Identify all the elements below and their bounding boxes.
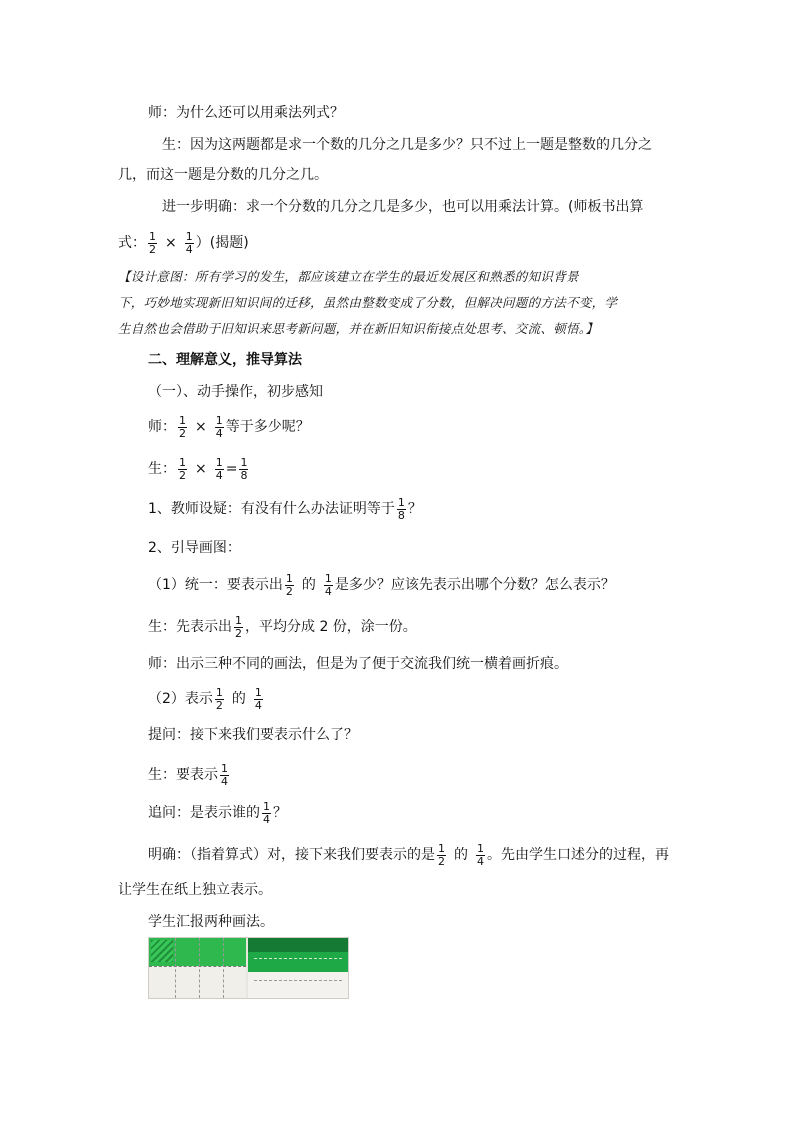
follow-quarter-num: 1 — [263, 799, 270, 813]
teacher-show-line: 师：出示三种不同的画法，但是为了便于交流我们统一横着画折痕。 — [148, 656, 568, 672]
formula-prefix: 式： — [118, 235, 146, 251]
step1-half-num: 1 — [285, 571, 293, 585]
sa-times: × — [195, 461, 207, 477]
tq-quarter-den: 4 — [215, 426, 223, 440]
tq-prefix: 师： — [148, 419, 176, 435]
sa-fraction-result — [239, 457, 248, 482]
step1-quarter-num: 1 — [324, 571, 332, 585]
rep-quarter-den: 4 — [221, 774, 228, 788]
paper-left-hatch — [151, 940, 173, 962]
follow-question-line — [148, 798, 287, 828]
follow-quarter — [262, 801, 271, 826]
formula-line — [118, 228, 249, 258]
teacher-doubt-line — [148, 494, 422, 524]
sa-half-num: 1 — [179, 455, 186, 469]
fold-line-horizontal — [149, 966, 246, 967]
tq-times: × — [195, 419, 207, 435]
sa-fraction-quarter — [215, 457, 224, 482]
step1-quarter — [324, 573, 333, 598]
design-note-line-3: 生自然也会借助于旧知识来思考新问题，并在新旧知识衔接点处思考、交流、顿悟。】 — [118, 321, 599, 336]
tq-fraction-quarter — [215, 415, 224, 440]
tq-suffix: 等于多少呢？ — [225, 419, 310, 435]
step2-quarter — [254, 687, 263, 712]
step2-line — [148, 684, 265, 714]
section-heading: 二、理解意义，推导算法 — [148, 352, 302, 368]
student-answer-line: 生：因为这两题都是求一个数的几分之几是多少？只不过上一题是整数的几分之 — [162, 137, 652, 153]
fold-line-right-1 — [254, 958, 342, 959]
sa-half-den: 2 — [179, 468, 186, 482]
fraction-a-num: 1 — [149, 229, 156, 243]
step1-ans-prefix: 生：先表示出 — [148, 619, 232, 635]
design-note-line-1: 【设计意图：所有学习的发生，都应该建立在学生的最近发展区和熟悉的知识背景 — [118, 269, 579, 284]
fold-line-3 — [223, 938, 224, 998]
rep-quarter — [220, 763, 229, 788]
clarify-prefix: 明确：（指着算式）对，接下来我们要表示的是 — [148, 847, 435, 863]
clarify-mid: 的 — [454, 847, 468, 863]
q1-suffix: ？ — [407, 501, 422, 517]
step2-quarter-num: 1 — [254, 685, 262, 699]
fraction-a — [148, 231, 157, 256]
student-answer-line-cont: 几，而这一题是分数的几分之几。 — [118, 167, 328, 183]
ask-line: 提问：接下来我们要表示什么了？ — [148, 727, 358, 743]
sa-quarter-den: 4 — [215, 468, 223, 482]
fold-line-2 — [199, 938, 200, 998]
paper-right-dark — [248, 938, 348, 952]
step1-half-den: 2 — [285, 584, 293, 598]
step1-ans-suffix: ，平均分成 2 份，涂一份。 — [245, 619, 417, 635]
sa-fraction-half — [178, 457, 187, 482]
follow-prefix: 追问：是表示谁的 — [148, 805, 260, 821]
rep-prefix: 生：要表示 — [148, 767, 218, 783]
fold-line-right-2 — [254, 980, 342, 981]
step2-mid: 的 — [231, 691, 246, 707]
step1-suffix: 是多少？应该先表示出哪个分数？怎么表示？ — [334, 577, 615, 593]
times-sign: × — [165, 235, 177, 251]
step1-quarter-den: 4 — [324, 584, 332, 598]
student-fraction-answer — [148, 454, 250, 484]
subsection-heading: （一）、动手操作，初步感知 — [148, 384, 323, 400]
step1-line — [148, 570, 615, 600]
step1-prefix: （1）统一：要表示出 — [148, 577, 283, 593]
sa-result-num: 1 — [240, 455, 248, 469]
clarify-half-num: 1 — [438, 841, 445, 855]
clarify-quarter — [476, 843, 485, 868]
rep-quarter-num: 1 — [221, 761, 228, 775]
step1-ans-half-num: 1 — [235, 613, 242, 627]
teacher-question-line: 师：为什么还可以用乘法列式？ — [148, 105, 344, 121]
design-note-line-2: 下，巧妙地实现新旧知识间的迁移，虽然由整数变成了分数，但解决问题的方法不变，学 — [118, 295, 618, 310]
step2-half-num: 1 — [215, 685, 223, 699]
report-line: 学生汇报两种画法。 — [148, 914, 274, 930]
follow-suffix: ？ — [273, 805, 287, 821]
step2-quarter-den: 4 — [254, 698, 262, 712]
step2-half-den: 2 — [215, 698, 223, 712]
sa-result-den: 8 — [240, 468, 248, 482]
q1-den: 8 — [397, 508, 405, 522]
formula-suffix: ）(揭题) — [195, 235, 249, 251]
q1-fraction — [397, 497, 406, 522]
sa-eq: = — [225, 461, 238, 477]
clarify-half — [437, 843, 446, 868]
clarify-step-line — [148, 840, 669, 870]
teacher-fraction-question — [148, 412, 310, 442]
tq-fraction-half — [178, 415, 187, 440]
step1-ans-half — [234, 615, 243, 640]
step1-ans-half-den: 2 — [235, 626, 242, 640]
step1-half — [285, 573, 294, 598]
q1-num: 1 — [397, 495, 405, 509]
tq-half-den: 2 — [179, 426, 186, 440]
q1-text: 1、教师设疑：有没有什么办法证明等于 — [148, 501, 395, 517]
clarify-quarter-num: 1 — [477, 841, 484, 855]
clarify-half-den: 2 — [438, 854, 445, 868]
tq-half-num: 1 — [179, 413, 186, 427]
step1-answer-line — [148, 612, 417, 642]
step2-prefix: （2）表示 — [148, 691, 213, 707]
step2-half — [215, 687, 224, 712]
follow-quarter-den: 4 — [263, 812, 270, 826]
clarify-line: 进一步明确：求一个分数的几分之几是多少，也可以用乘法计算。(师板书出算 — [162, 199, 644, 215]
step1-mid: 的 — [301, 577, 316, 593]
folded-paper-photo — [148, 937, 349, 999]
student-represent-line — [148, 760, 231, 790]
fraction-a-den: 2 — [149, 242, 156, 256]
fraction-b-den: 4 — [185, 242, 193, 256]
sa-quarter-num: 1 — [215, 455, 223, 469]
clarify-suffix: 。先由学生口述分的过程，再 — [487, 847, 669, 863]
sa-prefix: 生： — [148, 461, 176, 477]
clarify-cont-line: 让学生在纸上独立表示。 — [118, 882, 272, 898]
fraction-b-num: 1 — [185, 229, 193, 243]
guide-drawing-line: 2、引导画图： — [148, 540, 241, 556]
clarify-quarter-den: 4 — [477, 854, 484, 868]
fold-line-1 — [175, 938, 176, 998]
fraction-b — [185, 231, 194, 256]
tq-quarter-num: 1 — [215, 413, 223, 427]
